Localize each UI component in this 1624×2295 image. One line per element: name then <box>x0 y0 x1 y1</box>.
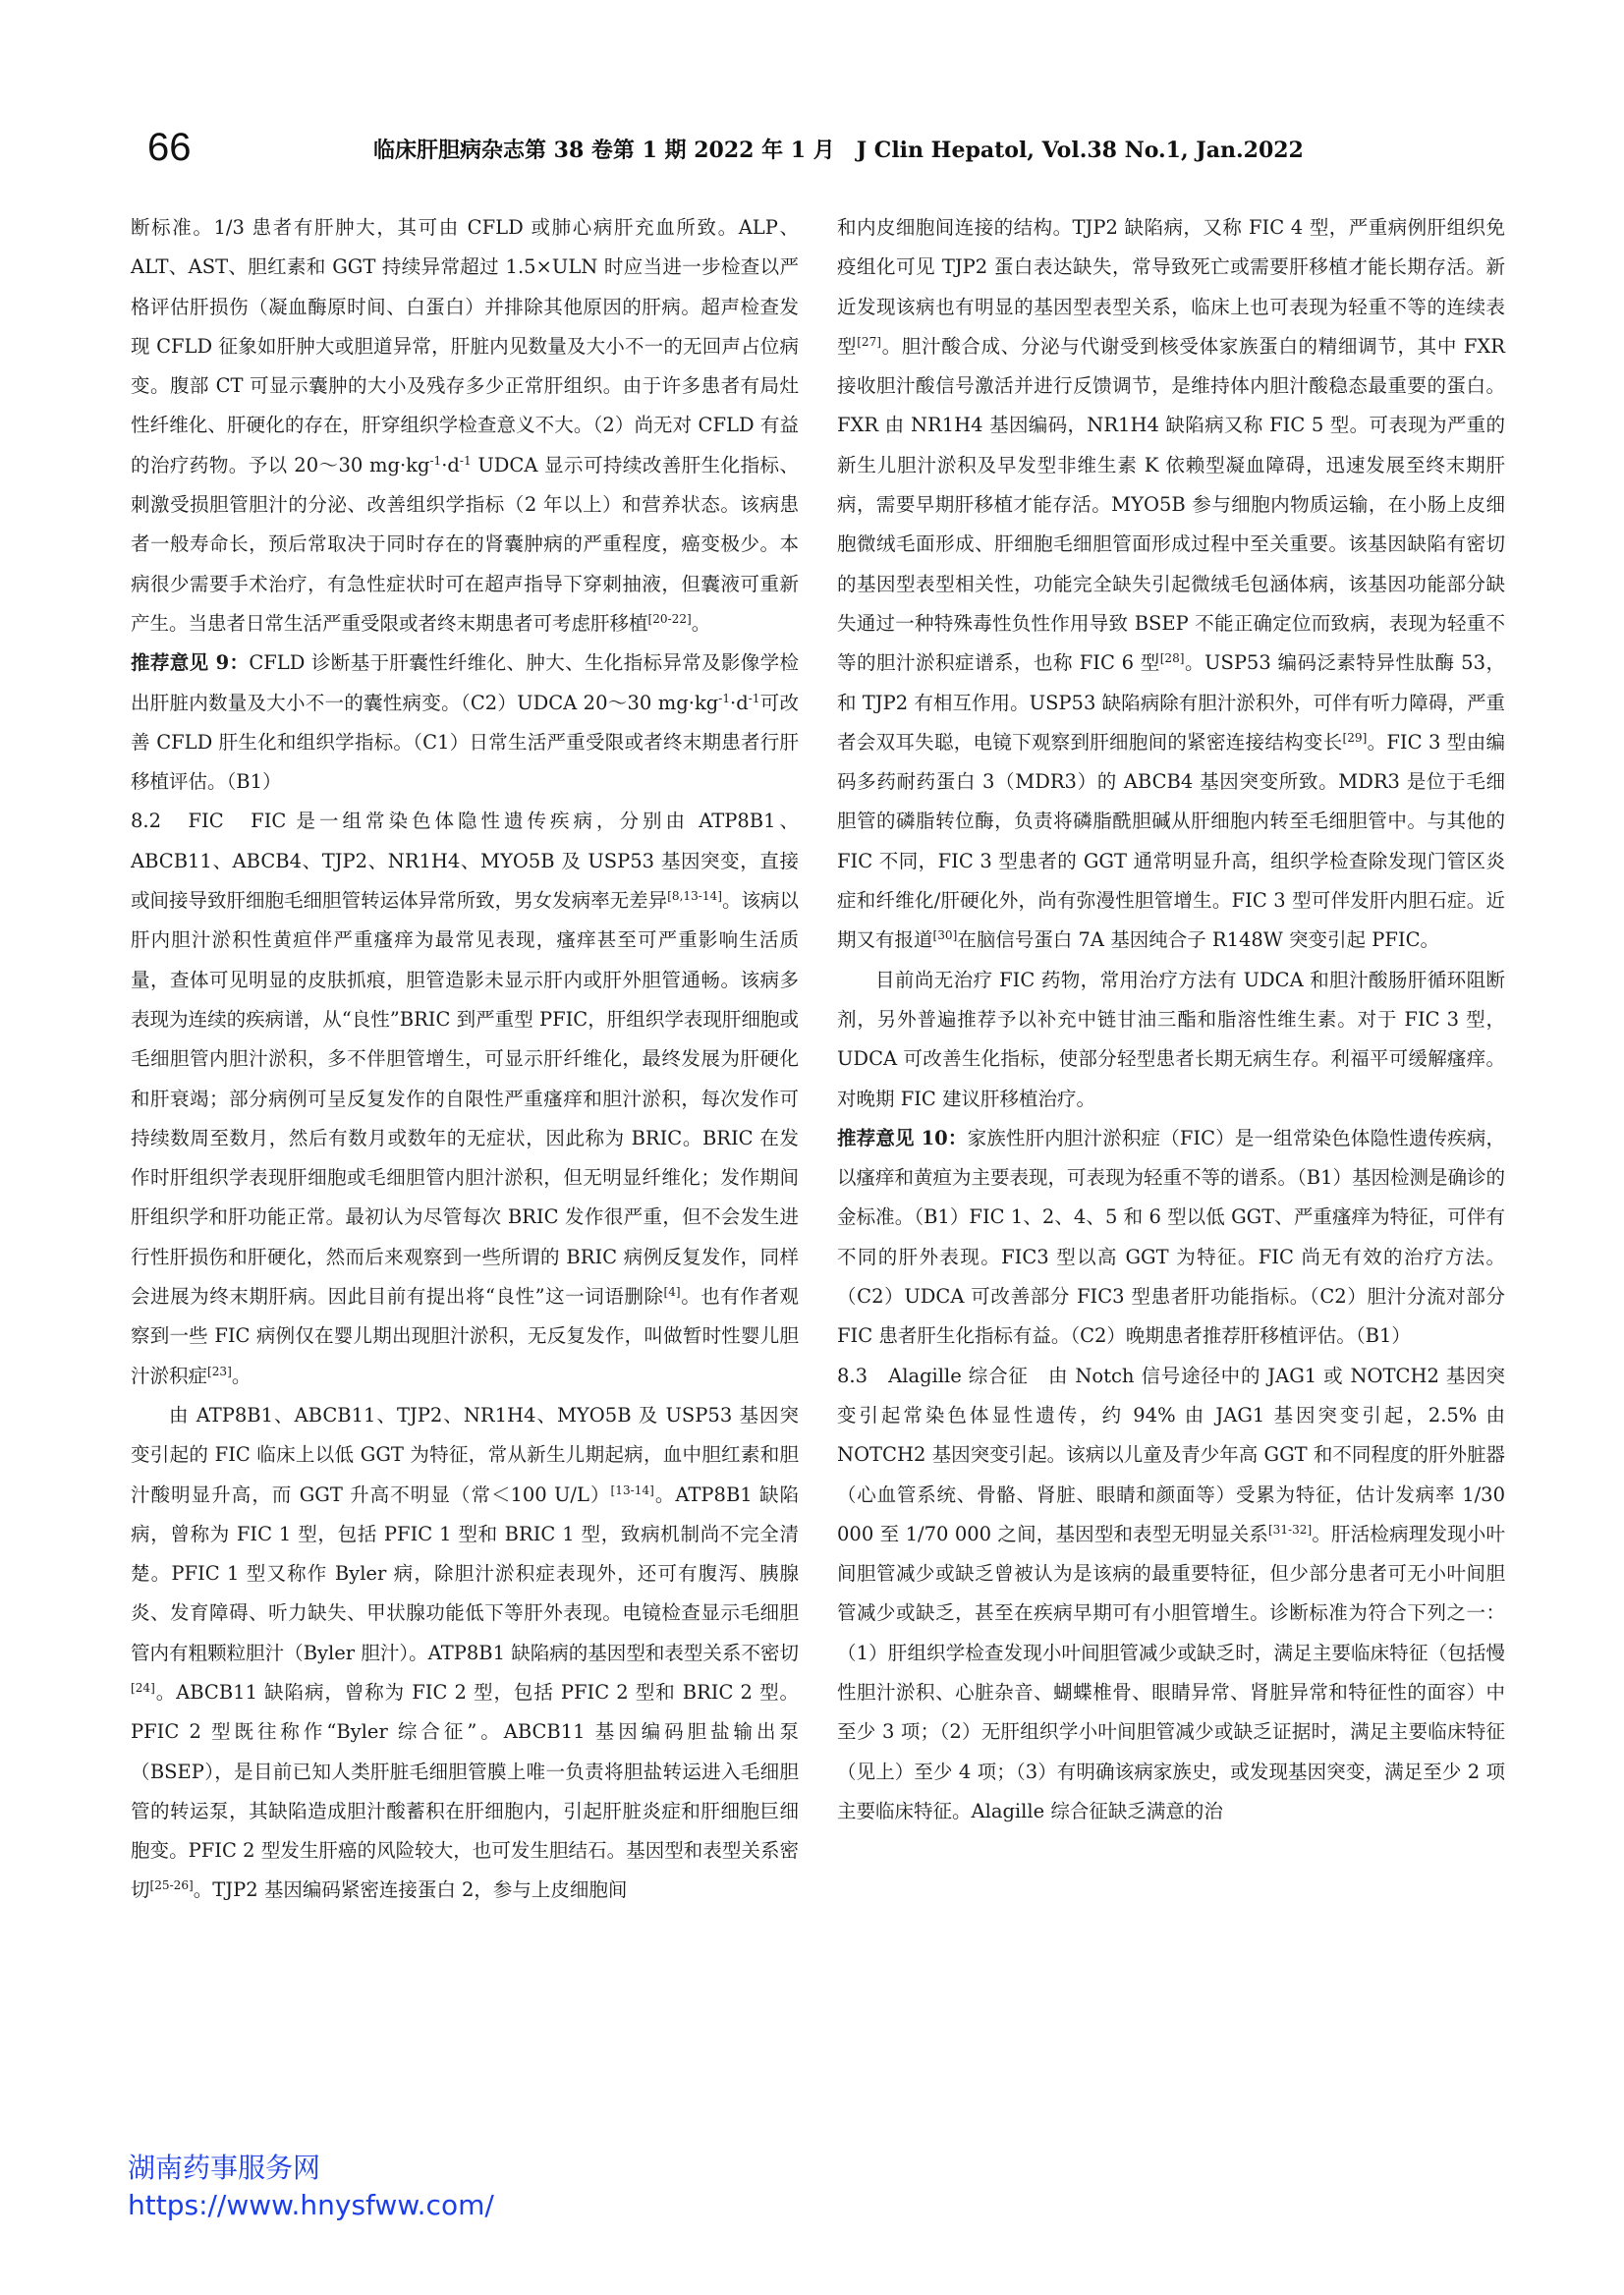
text-run: ·d <box>441 453 460 476</box>
paragraph <box>837 961 1505 1119</box>
paragraph <box>131 208 799 644</box>
text-run: 。胆汁酸合成、分泌与代谢受到核受体家族蛋白的精细调节，其中 FXR 接收胆汁酸信号激活并进行反馈调节，是维持体内胆汁酸稳态最重要的蛋白。FXR 由 NR1H4 基因编码，NR1H4 缺陷病又称 FIC 5 型。可表现为严重的新生儿胆汁淤积及早发型非维生素 K 依赖型凝血障碍，迅速发展至终末期肝病，需要早期肝移植才能存活。MYO5B 参与细胞内物质运输，在小肠上皮细胞微绒毛面形成、肝细胞毛细胆管面形成过程中至关重要。该基因缺陷有密切的基因型表型相关性，功能完全缺失引起微绒毛包涵体病，该基因功能部分缺失通过一种特殊毒性负性作用导致 BSEP 不能正确定位而致病，表现为轻重不等的胆汁淤积症谱系，也称 FIC 6 型 <box>837 334 1505 675</box>
text-run: 。 <box>691 611 711 635</box>
text-run: 。也有作者观察到一些 FIC 病例仅在婴儿期出现胆汁淤积，无反复发作，叫做暂时性婴儿胆汁淤积症 <box>131 1285 799 1387</box>
text-run: 目前尚无治疗 FIC 药物，常用治疗方法有 UDCA 和胆汁酸肠肝循环阻断剂，另外普遍推荐予以补充中链甘油三酯和脂溶性维生素。对于 FIC 3 型，UDCA 可改善生化指标，使部分轻型患者长期无病生存。利福平可缓解瘙痒。对晚期 FIC 建议肝移植治疗。 <box>837 968 1505 1110</box>
text-run: 在脑信号蛋白 7A 基因纯合子 R148W 突变引起 PFIC。 <box>957 928 1440 952</box>
citation: [29] <box>1342 730 1368 745</box>
citation: -1 <box>429 453 442 468</box>
text-run: CFLD 诊断基于肝囊性纤维化、肿大、生化指标异常及影像学检出肝脏内数量及大小不一的囊性病变。（C2）UDCA 20～30 mg·kg <box>131 651 800 714</box>
recommendation-10 <box>837 1119 1505 1357</box>
text-run: 8.3 Alagille 综合征 由 Notch 信号途径中的 JAG1 或 NOTCH2 基因突变引起常染色体显性遗传，约 94% 由 JAG1 基因突变引起，2.5% 由 NOTCH2 基因突变引起。该病以儿童及青少年高 GGT 和不同程度的肝外脏器（心血管系统、骨骼、肾脏、眼睛和颜面等）受累为特征，估计发病率 1/30 000 至 1/70 000 之间，基因型和表型无明显关系 <box>837 1364 1505 1545</box>
left-column <box>131 208 799 1911</box>
text-run: 和内皮细胞间连接的结构。TJP2 缺陷病，又称 FIC 4 型，严重病例肝组织免疫组化可见 TJP2 蛋白表达缺失，常导致死亡或需要肝移植才能长期存活。新近发现该病也有明显的基因型表型关系，临床上也可表现为轻重不等的连续表型 <box>837 216 1505 358</box>
text-run: 。TJP2 基因编码紧密连接蛋白 2，参与上皮细胞间 <box>193 1878 628 1902</box>
recommendation-label: 推荐意见 9： <box>131 651 250 675</box>
citation: -1 <box>748 691 760 705</box>
citation: [13-14] <box>610 1483 654 1497</box>
right-column <box>837 208 1505 1831</box>
citation: [23] <box>207 1364 232 1378</box>
recommendation-9 <box>131 644 799 802</box>
watermark-site-name: 湖南药事服务网 <box>128 2152 321 2184</box>
page-number: 66 <box>147 126 192 169</box>
citation: [24] <box>131 1680 155 1695</box>
citation: [20-22] <box>647 611 692 626</box>
text-run: 8.2 FIC FIC 是一组常染色体隐性遗传疾病，分别由 ATP8B1、ABCB11、ABCB4、TJP2、NR1H4、MYO5B 及 USP53 基因突变，直接或间接导致肝细胞毛细胆管转运体异常所致，男女发病率无差异 <box>131 810 799 913</box>
citation: [4] <box>663 1284 681 1299</box>
paragraph <box>837 208 1505 961</box>
text-run: 。 <box>231 1364 252 1387</box>
text-run: 断标准。1/3 患者有肝肿大，其可由 CFLD 或肺心病肝充血所致。ALP、ALT、AST、胆红素和 GGT 持续异常超过 1.5×ULN 时应当进一步检查以严格评估肝损伤（凝血酶原时间、白蛋白）并排除其他原因的肝病。超声检查发现 CFLD 征象如肝肿大或胆道异常，肝脏内见数量及大小不一的无回声占位病变。腹部 CT 可显示囊肿的大小及残存多少正常肝组织。由于许多患者有局灶性纤维化、肝硬化的存在，肝穿组织学检查意义不大。（2）尚无对 CFLD 有益的治疗药物。予以 20～30 mg·kg <box>131 216 799 476</box>
text-run: 。肝活检病理发现小叶间胆管减少或缺乏曾被认为是该病的最重要特征，但少部分患者可无小叶间胆管减少或缺乏，甚至在疾病早期可有小胆管增生。诊断标准为符合下列之一：（1）肝组织学检查发现小叶间胆管减少或缺乏时，满足主要临床特征（包括慢性胆汁淤积、心脏杂音、蝴蝶椎骨、眼睛异常、肾脏异常和特征性的面容）中至少 3 项；（2）无肝组织学小叶间胆管减少或缺乏证据时，满足主要临床特征（见上）至少 4 项；（3）有明确该病家族史，或发现基因突变，满足至少 2 项主要临床特征。Alagille 综合征缺乏满意的治 <box>837 1522 1505 1822</box>
text-run: 。USP53 编码泛素特异性肽酶 53，和 TJP2 有相互作用。USP53 缺陷病除有胆汁淤积外，可伴有听力障碍，严重者会双耳失聪，电镜下观察到肝细胞间的紧密连接结构变长 <box>837 651 1506 754</box>
section-8-2-fic <box>131 802 799 1395</box>
text-run: UDCA 显示可持续改善肝生化指标、刺激受损胆管胆汁的分泌、改善组织学指标（2 年以上）和营养状态。该病患者一般寿命长，预后常取决于同时存在的肾囊肿病的严重程度，癌变极少。本病很少需要手术治疗，有急性症状时可在超声指导下穿刺抽液，但囊液可重新产生。当患者日常生活严重受限或者终末期患者可考虑肝移植 <box>131 453 800 635</box>
section-8-3-alagille <box>837 1357 1505 1832</box>
text-run: 家族性肝内胆汁淤积症（FIC）是一组常染色体隐性遗传疾病，以瘙痒和黄疸为主要表现，可表现为轻重不等的谱系。（B1）基因检测是确诊的金标准。（B1）FIC 1、2、4、5 和 6 型以低 GGT、严重瘙痒为特征，可伴有不同的肝外表现。FIC3 型以高 GGT 为特征。FIC 尚无有效的治疗方法。（C2）UDCA 可改善部分 FIC3 型患者肝功能指标。（C2）胆汁分流对部分 FIC 患者肝生化指标有益。（C2）晚期患者推荐肝移植评估。（B1） <box>837 1126 1505 1348</box>
text-run: 。ABCB11 缺陷病，曾称为 FIC 2 型，包括 PFIC 2 型和 BRIC 2 型。PFIC 2 型既往称作“Byler 综合征”。ABCB11 基因编码胆盐输出泵（BSEP），是目前已知人类肝脏毛细胆管膜上唯一负责将胆盐转运进入毛细胆管的转运泵，其缺陷造成胆汁酸蓄积在肝细胞内，引起肝脏炎症和肝细胞巨细胞变。PFIC 2 型发生肝癌的风险较大，也可发生胆结石。基因型和表型关系密切 <box>131 1680 799 1902</box>
citation: [30] <box>932 928 958 943</box>
citation: -1 <box>718 691 731 705</box>
watermark-url-link[interactable]: https://www.hnysfww.com/ <box>128 2189 494 2221</box>
citation: [25-26] <box>149 1878 194 1893</box>
citation: [31-32] <box>1267 1522 1313 1537</box>
citation: [27] <box>857 334 881 349</box>
text-run: 。ATP8B1 缺陷病，曾称为 FIC 1 型，包括 PFIC 1 型和 BRIC 1 型，致病机制尚不完全清楚。PFIC 1 型又称作 Byler 病，除胆汁淤积症表现外，还可有腹泻、胰腺炎、发育障碍、听力缺失、甲状腺功能低下等肝外表现。电镜检查显示毛细胆管内有粗颗粒胆汁（Byler 胆汁）。ATP8B1 缺陷病的基因型和表型关系不密切 <box>131 1483 800 1664</box>
text-run: ·d <box>730 691 749 714</box>
text-run: 可改善 CFLD 肝生化和组织学指标。（C1）日常生活严重受限或者终末期患者行肝移植评估。（B1） <box>131 691 799 794</box>
text-run: 。该病以肝内胆汁淤积性黄疸伴严重瘙痒为最常见表现，瘙痒甚至可严重影响生活质量，查体可见明显的皮肤抓痕，胆管造影未显示肝内或肝外胆管通畅。该病多表现为连续的疾病谱，从“良性”BRIC 到严重型 PFIC，肝组织学表现肝细胞或毛细胆管内胆汁淤积，多不伴胆管增生，可显示肝纤维化，最终发展为肝硬化和肝衰竭；部分病例可呈反复发作的自限性严重瘙痒和胆汁淤积，每次发作可持续数周至数月，然后有数月或数年的无症状，因此称为 BRIC。BRIC 在发作时肝组织学表现肝细胞或毛细胆管内胆汁淤积，但无明显纤维化；发作期间肝组织学和肝功能正常。最初认为尽管每次 BRIC 发作很严重，但不会发生进行性肝损伤和肝硬化，然而后来观察到一些所谓的 BRIC 病例反复发作，同样会进展为终末期肝病。因此目前有提出将“良性”这一词语删除 <box>131 889 799 1309</box>
recommendation-label: 推荐意见 10： <box>837 1126 968 1149</box>
running-header: 临床肝胆病杂志第 38 卷第 1 期 2022 年 1 月 J Clin Hepatol, Vol.38 No.1, Jan.2022 <box>373 138 1304 163</box>
citation: -1 <box>459 453 472 468</box>
text-run: 。FIC 3 型由编码多药耐药蛋白 3（MDR3）的 ABCB4 基因突变所致。MDR3 是位于毛细胆管的磷脂转位酶，负责将磷脂酰胆碱从肝细胞内转至毛细胆管中。与其他的 FIC 不同，FIC 3 型患者的 GGT 通常明显升高，组织学检查除发现门管区炎症和纤维化/肝硬化外，尚有弥漫性胆管增生。FIC 3 型可伴发肝内胆石症。近期又有报道 <box>837 730 1505 952</box>
text-run: 由 ATP8B1、ABCB11、TJP2、NR1H4、MYO5B 及 USP53 基因突变引起的 FIC 临床上以低 GGT 为特征，常从新生儿期起病，血中胆红素和胆汁酸明显升高，而 GGT 升高不明显（常＜100 U/L） <box>131 1403 799 1506</box>
citation: [8,13-14] <box>667 888 722 903</box>
paragraph <box>131 1396 799 1911</box>
watermark <box>128 2150 494 2224</box>
citation: [28] <box>1159 651 1185 666</box>
